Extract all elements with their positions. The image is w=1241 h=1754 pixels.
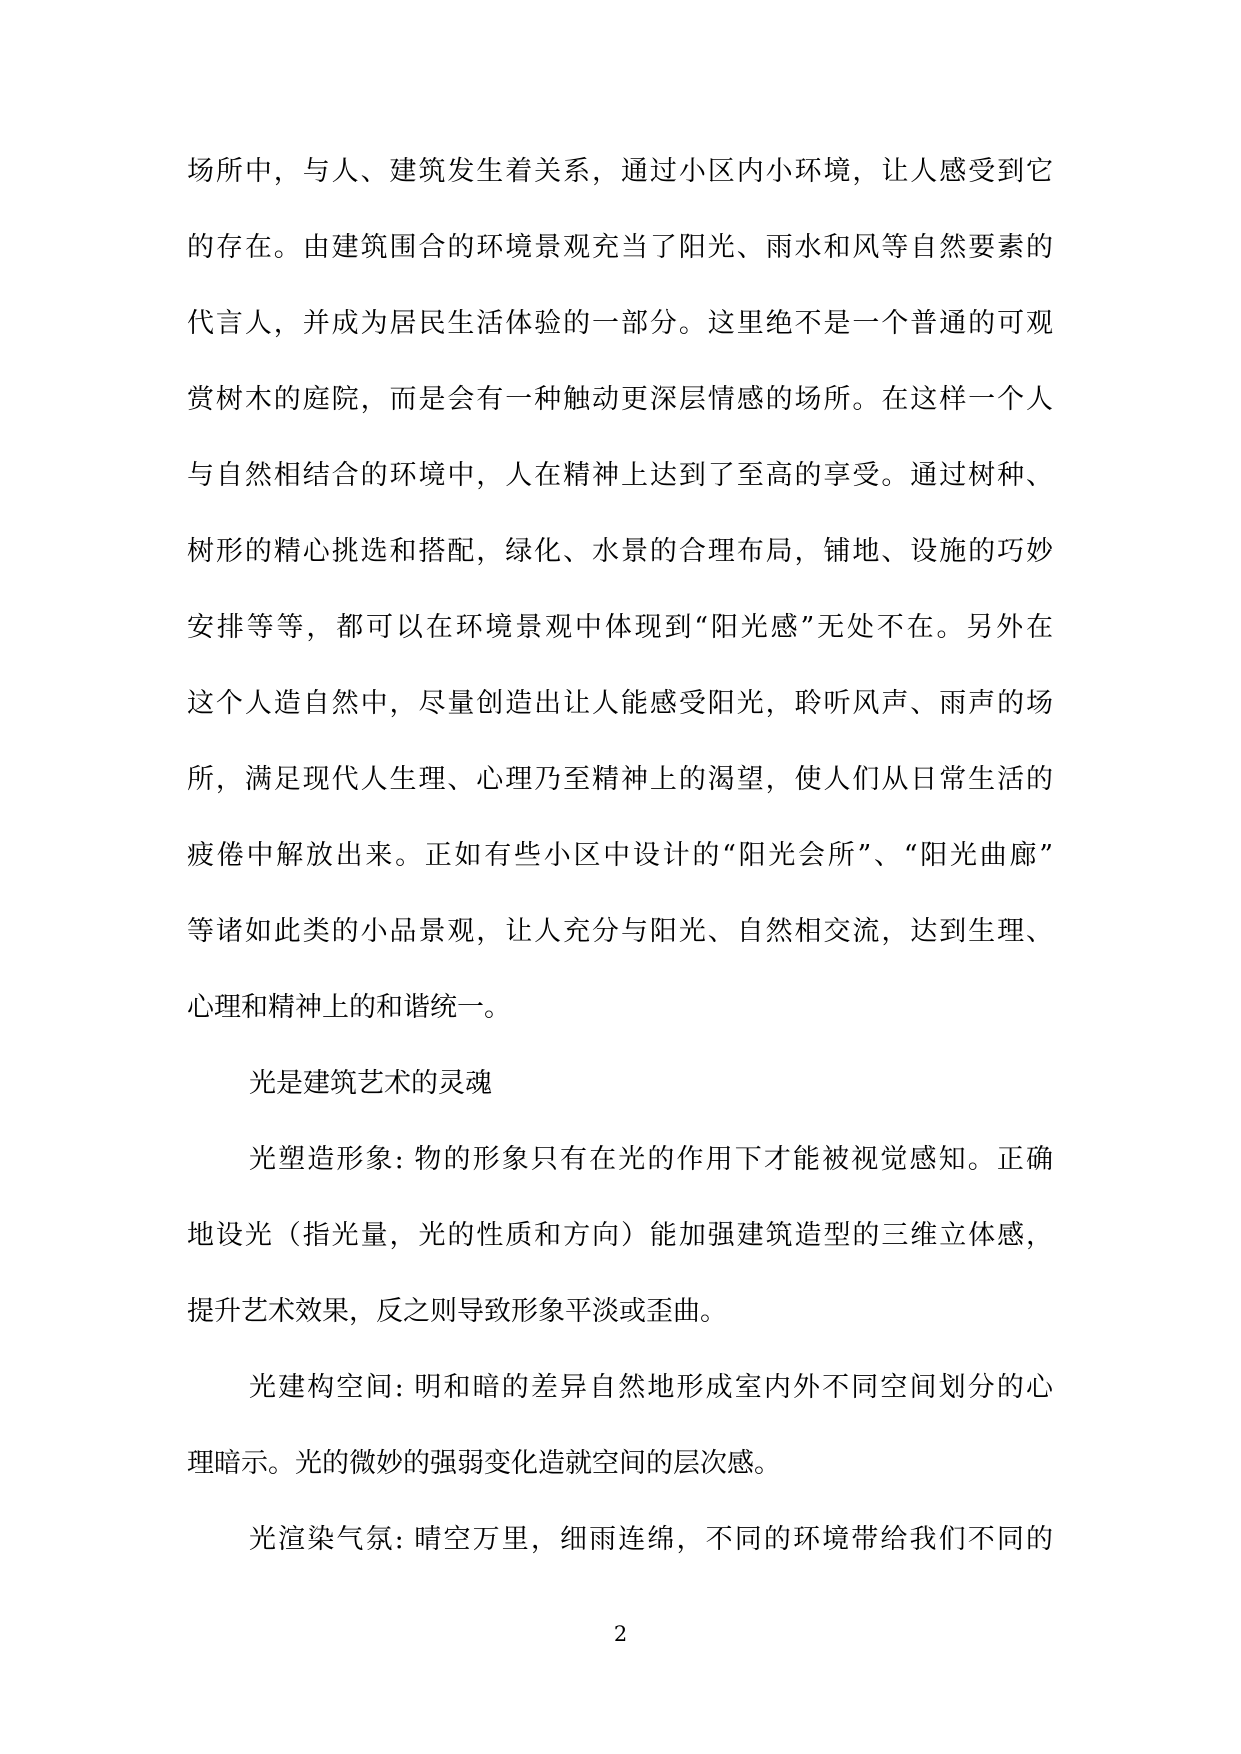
body-line: 心理和精神上的和谐统一。 [187,992,511,1023]
page-number: 2 [613,1622,628,1646]
text-body [187,134,1053,1578]
body-line: 所，满足现代人生理、心理乃至精神上的渴望，使人们从日常生活的 [187,764,1053,795]
section-heading-line: 光是建筑艺术的灵魂 [249,1068,492,1099]
body-line: 地设光（指光量，光的性质和方向）能加强建筑造型的三维立体感， [187,1220,1053,1251]
body-line: 光渲染气氛: 晴空万里，细雨连绵，不同的环境带给我们不同的 [249,1524,1053,1555]
body-line: 安排等等，都可以在环境景观中体现到“阳光感”无处不在。另外在 [187,612,1053,643]
body-line: 场所中，与人、建筑发生着关系，通过小区内小环境，让人感受到它 [187,156,1053,187]
body-line: 疲倦中解放出来。正如有些小区中设计的“阳光会所”、“阳光曲廊” [187,840,1053,871]
body-line: 树形的精心挑选和搭配，绿化、水景的合理布局，铺地、设施的巧妙 [187,536,1053,567]
body-line: 等诸如此类的小品景观，让人充分与阳光、自然相交流，达到生理、 [187,916,1053,947]
body-line: 赏树木的庭院，而是会有一种触动更深层情感的场所。在这样一个人 [187,384,1053,415]
body-line: 光塑造形象: 物的形象只有在光的作用下才能被视觉感知。正确 [249,1144,1053,1175]
body-line: 代言人，并成为居民生活体验的一部分。这里绝不是一个普通的可观 [187,308,1053,339]
body-line: 提升艺术效果，反之则导致形象平淡或歪曲。 [187,1296,727,1327]
body-line: 这个人造自然中，尽量创造出让人能感受阳光，聆听风声、雨声的场 [187,688,1053,719]
body-line: 光建构空间: 明和暗的差异自然地形成室内外不同空间划分的心 [249,1372,1053,1403]
body-line: 的存在。由建筑围合的环境景观充当了阳光、雨水和风等自然要素的 [187,232,1053,263]
body-line: 与自然相结合的环境中，人在精神上达到了至高的享受。通过树种、 [187,460,1053,491]
body-line: 理暗示。光的微妙的强弱变化造就空间的层次感。 [187,1448,781,1479]
